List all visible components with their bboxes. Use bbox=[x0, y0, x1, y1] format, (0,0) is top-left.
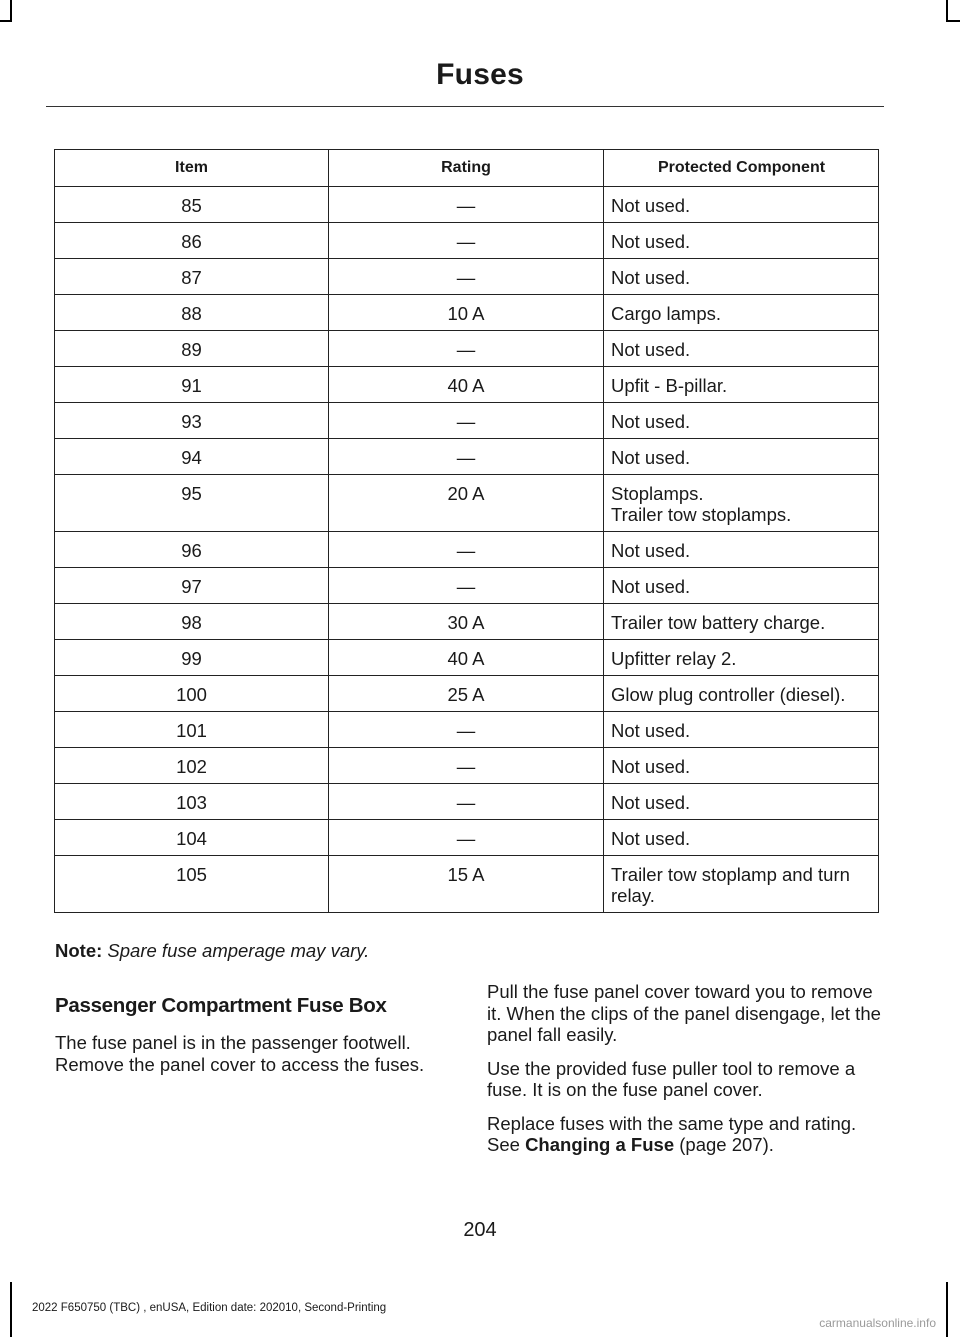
component-line: Not used. bbox=[611, 828, 691, 849]
component-line: Not used. bbox=[611, 267, 691, 288]
right-paragraph-3-start: Replace fuses with the same type and rating. See bbox=[487, 1112, 857, 1155]
component-line: Not used. bbox=[611, 792, 691, 813]
fuse-item-number: 85 bbox=[55, 187, 329, 223]
header-item: Item bbox=[55, 150, 329, 187]
fuse-rating: — bbox=[329, 532, 604, 568]
right-column bbox=[487, 981, 882, 1168]
fuse-rating: — bbox=[329, 439, 604, 475]
fuse-rating: — bbox=[329, 784, 604, 820]
component-line: Cargo lamps. bbox=[611, 303, 722, 324]
table-row bbox=[55, 784, 879, 820]
watermark: carmanualsonline.info bbox=[819, 1316, 936, 1330]
left-paragraph: The fuse panel is in the passenger footwell. Remove the panel cover to access the fuses. bbox=[55, 1032, 425, 1075]
table-header-row bbox=[55, 150, 879, 187]
crop-mark bbox=[10, 0, 12, 20]
right-paragraph-2: Use the provided fuse puller tool to remove a fuse. It is on the fuse panel cover. bbox=[487, 1057, 856, 1100]
table-row bbox=[55, 331, 879, 367]
fuse-item-number: 93 bbox=[55, 403, 329, 439]
fuse-protected-component bbox=[604, 784, 879, 820]
table-row bbox=[55, 403, 879, 439]
table-row bbox=[55, 439, 879, 475]
fuse-item-number: 86 bbox=[55, 223, 329, 259]
component-line: Upfitter relay 2. bbox=[611, 648, 737, 669]
component-line: Trailer tow stoplamp and turn relay. bbox=[611, 864, 850, 906]
component-line: Not used. bbox=[611, 447, 691, 468]
table-row bbox=[55, 748, 879, 784]
table-row bbox=[55, 259, 879, 295]
component-line: Not used. bbox=[611, 576, 691, 597]
fuse-protected-component bbox=[604, 856, 879, 913]
crop-mark bbox=[946, 1282, 948, 1337]
fuse-item-number: 87 bbox=[55, 259, 329, 295]
table-row bbox=[55, 367, 879, 403]
crop-mark bbox=[10, 1282, 12, 1337]
fuse-protected-component bbox=[604, 367, 879, 403]
fuse-protected-component bbox=[604, 223, 879, 259]
fuse-item-number: 98 bbox=[55, 604, 329, 640]
header-protected-component: Protected Component bbox=[604, 150, 879, 187]
table-row bbox=[55, 604, 879, 640]
fuse-protected-component bbox=[604, 604, 879, 640]
fuse-protected-component bbox=[604, 259, 879, 295]
note-text: Spare fuse amperage may vary. bbox=[102, 940, 370, 961]
fuse-rating: — bbox=[329, 712, 604, 748]
section-heading: Passenger Compartment Fuse Box bbox=[55, 994, 387, 1017]
fuse-rating: — bbox=[329, 331, 604, 367]
component-line: Upfit - B-pillar. bbox=[611, 375, 728, 396]
note-label: Note: bbox=[55, 940, 103, 961]
component-line: Glow plug controller (diesel). bbox=[611, 684, 846, 705]
fuse-rating: 20 A bbox=[329, 475, 604, 532]
table-row bbox=[55, 532, 879, 568]
fuse-item-number: 99 bbox=[55, 640, 329, 676]
fuse-protected-component bbox=[604, 568, 879, 604]
fuse-protected-component bbox=[604, 295, 879, 331]
fuse-table-body bbox=[55, 187, 879, 913]
crop-mark bbox=[946, 0, 948, 20]
fuse-item-number: 88 bbox=[55, 295, 329, 331]
fuse-rating: 15 A bbox=[329, 856, 604, 913]
component-line: Not used. bbox=[611, 339, 691, 360]
fuse-rating: — bbox=[329, 820, 604, 856]
fuse-protected-component bbox=[604, 331, 879, 367]
fuse-item-number: 101 bbox=[55, 712, 329, 748]
fuse-rating: — bbox=[329, 259, 604, 295]
crop-mark bbox=[0, 20, 12, 22]
fuse-protected-component bbox=[604, 475, 879, 532]
fuse-item-number: 105 bbox=[55, 856, 329, 913]
fuse-item-number: 91 bbox=[55, 367, 329, 403]
fuse-protected-component bbox=[604, 712, 879, 748]
note bbox=[55, 940, 369, 962]
fuse-rating: — bbox=[329, 403, 604, 439]
fuse-rating: 40 A bbox=[329, 640, 604, 676]
component-line: Trailer tow stoplamps. bbox=[611, 504, 792, 525]
component-line: Not used. bbox=[611, 540, 691, 561]
fuse-rating: — bbox=[329, 568, 604, 604]
fuse-protected-component bbox=[604, 676, 879, 712]
fuse-item-number: 89 bbox=[55, 331, 329, 367]
table-row bbox=[55, 640, 879, 676]
header-divider bbox=[46, 106, 884, 107]
fuse-rating: 10 A bbox=[329, 295, 604, 331]
fuse-protected-component bbox=[604, 748, 879, 784]
crop-mark bbox=[946, 20, 960, 22]
table-row bbox=[55, 676, 879, 712]
changing-a-fuse-link[interactable]: Changing a Fuse bbox=[525, 1134, 675, 1155]
fuse-protected-component bbox=[604, 187, 879, 223]
component-line: Trailer tow battery charge. bbox=[611, 612, 826, 633]
component-line: Not used. bbox=[611, 231, 691, 252]
right-paragraph-3 bbox=[487, 1113, 882, 1156]
component-line: Not used. bbox=[611, 720, 691, 741]
fuse-item-number: 103 bbox=[55, 784, 329, 820]
fuse-item-number: 100 bbox=[55, 676, 329, 712]
right-paragraph-1: Pull the fuse panel cover toward you to remove it. When the clips of the panel disengage, let the panel fall easily. bbox=[487, 981, 881, 1045]
footer-text: 2022 F650750 (TBC) , enUSA, Edition date: 202010, Second-Printing bbox=[32, 1302, 387, 1314]
table-row bbox=[55, 856, 879, 913]
fuse-rating: 30 A bbox=[329, 604, 604, 640]
fuse-protected-component bbox=[604, 532, 879, 568]
table-row bbox=[55, 223, 879, 259]
fuse-protected-component bbox=[604, 403, 879, 439]
fuse-protected-component bbox=[604, 640, 879, 676]
fuse-protected-component bbox=[604, 439, 879, 475]
fuse-rating: — bbox=[329, 187, 604, 223]
fuse-protected-component bbox=[604, 820, 879, 856]
fuse-item-number: 104 bbox=[55, 820, 329, 856]
table-row bbox=[55, 568, 879, 604]
component-line: Not used. bbox=[611, 756, 691, 777]
page-title: Fuses bbox=[436, 58, 524, 91]
header-rating: Rating bbox=[329, 150, 604, 187]
table-row bbox=[55, 187, 879, 223]
fuse-table bbox=[54, 149, 879, 913]
fuse-item-number: 96 bbox=[55, 532, 329, 568]
component-line: Not used. bbox=[611, 195, 691, 216]
fuse-rating: 40 A bbox=[329, 367, 604, 403]
component-line: Not used. bbox=[611, 411, 691, 432]
fuse-item-number: 97 bbox=[55, 568, 329, 604]
right-paragraph-3-end: (page 207). bbox=[674, 1134, 774, 1155]
fuse-rating: 25 A bbox=[329, 676, 604, 712]
table-row bbox=[55, 820, 879, 856]
page-number: 204 bbox=[463, 1219, 497, 1241]
table-row bbox=[55, 712, 879, 748]
fuse-rating: — bbox=[329, 748, 604, 784]
table-row bbox=[55, 475, 879, 532]
fuse-rating: — bbox=[329, 223, 604, 259]
fuse-item-number: 95 bbox=[55, 475, 329, 532]
fuse-item-number: 94 bbox=[55, 439, 329, 475]
table-row bbox=[55, 295, 879, 331]
fuse-item-number: 102 bbox=[55, 748, 329, 784]
left-column bbox=[55, 994, 450, 1087]
component-line: Stoplamps. bbox=[611, 483, 704, 504]
